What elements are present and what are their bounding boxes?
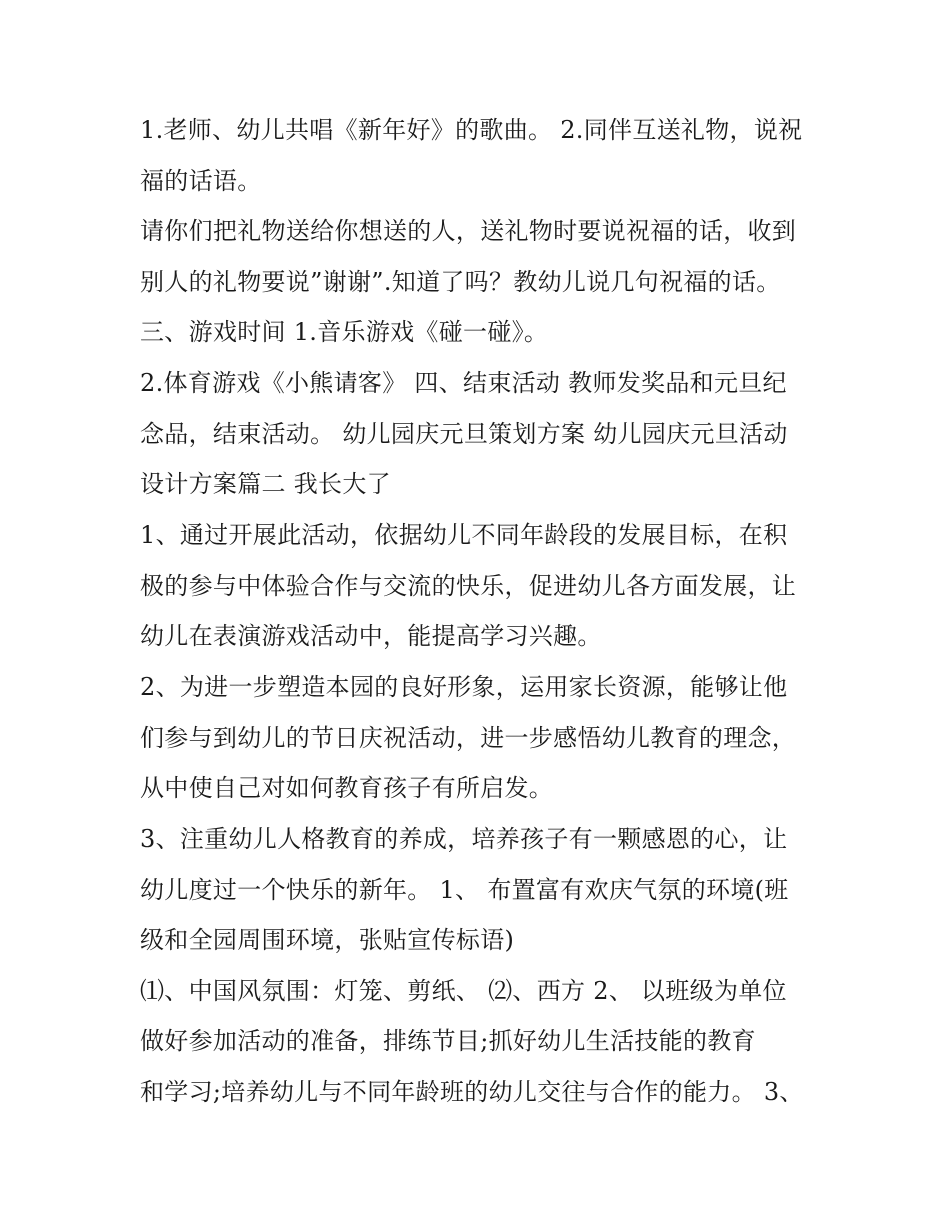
text-line: 极的参与中体验合作与交流的快乐，促进幼儿各方面发展，让 bbox=[140, 572, 797, 600]
text-line: 们参与到幼儿的节日庆祝活动，进一步感悟幼儿教育的理念， bbox=[140, 724, 797, 752]
text-line: 1、通过开展此活动，依据幼儿不同年龄段的发展目标，在积 bbox=[140, 521, 788, 549]
text-line: 级和全园周围环境，张贴宣传标语) bbox=[140, 926, 515, 954]
text-line: 从中使自己对如何教育孩子有所启发。 bbox=[140, 774, 554, 802]
text-line: 幼儿在表演游戏活动中，能提高学习兴趣。 bbox=[140, 622, 602, 650]
text-line: 2、为进一步塑造本园的良好形象，运用家长资源，能够让他 bbox=[140, 673, 788, 701]
text-line: ⑴、中国风氛围：灯笼、剪纸、 ⑵、西方 2、 以班级为单位 bbox=[140, 977, 787, 1005]
text-line: 1.老师、幼儿共唱《新年好》的歌曲。 2.同伴互送礼物，说祝 bbox=[140, 116, 803, 144]
text-line: 3、注重幼儿人格教育的养成，培养孩子有一颗感恩的心，让 bbox=[140, 825, 788, 853]
text-line: 2.体育游戏《小熊请客》 四、结束活动 教师发奖品和元旦纪 bbox=[140, 369, 787, 397]
text-line: 和学习;培养幼儿与不同年龄班的幼儿交往与合作的能力。 3、 bbox=[140, 1078, 804, 1106]
text-line: 三、游戏时间 1.音乐游戏《碰一碰》。 bbox=[140, 318, 549, 346]
text-line: 幼儿度过一个快乐的新年。 1、 布置富有欢庆气氛的环境(班 bbox=[140, 876, 789, 904]
text-line: 请你们把礼物送给你想送的人，送礼物时要说祝福的话，收到 bbox=[140, 217, 797, 245]
text-line: 别人的礼物要说”谢谢”.知道了吗？教幼儿说几句祝福的话。 bbox=[140, 268, 781, 296]
text-line: 念品，结束活动。 幼儿园庆元旦策划方案 幼儿园庆元旦活动 bbox=[140, 420, 788, 448]
text-line: 设计方案篇二 我长大了 bbox=[140, 470, 391, 498]
text-line: 做好参加活动的准备，排练节目;抓好幼儿生活技能的教育 bbox=[140, 1027, 756, 1055]
text-line: 福的话语。 bbox=[140, 167, 262, 195]
